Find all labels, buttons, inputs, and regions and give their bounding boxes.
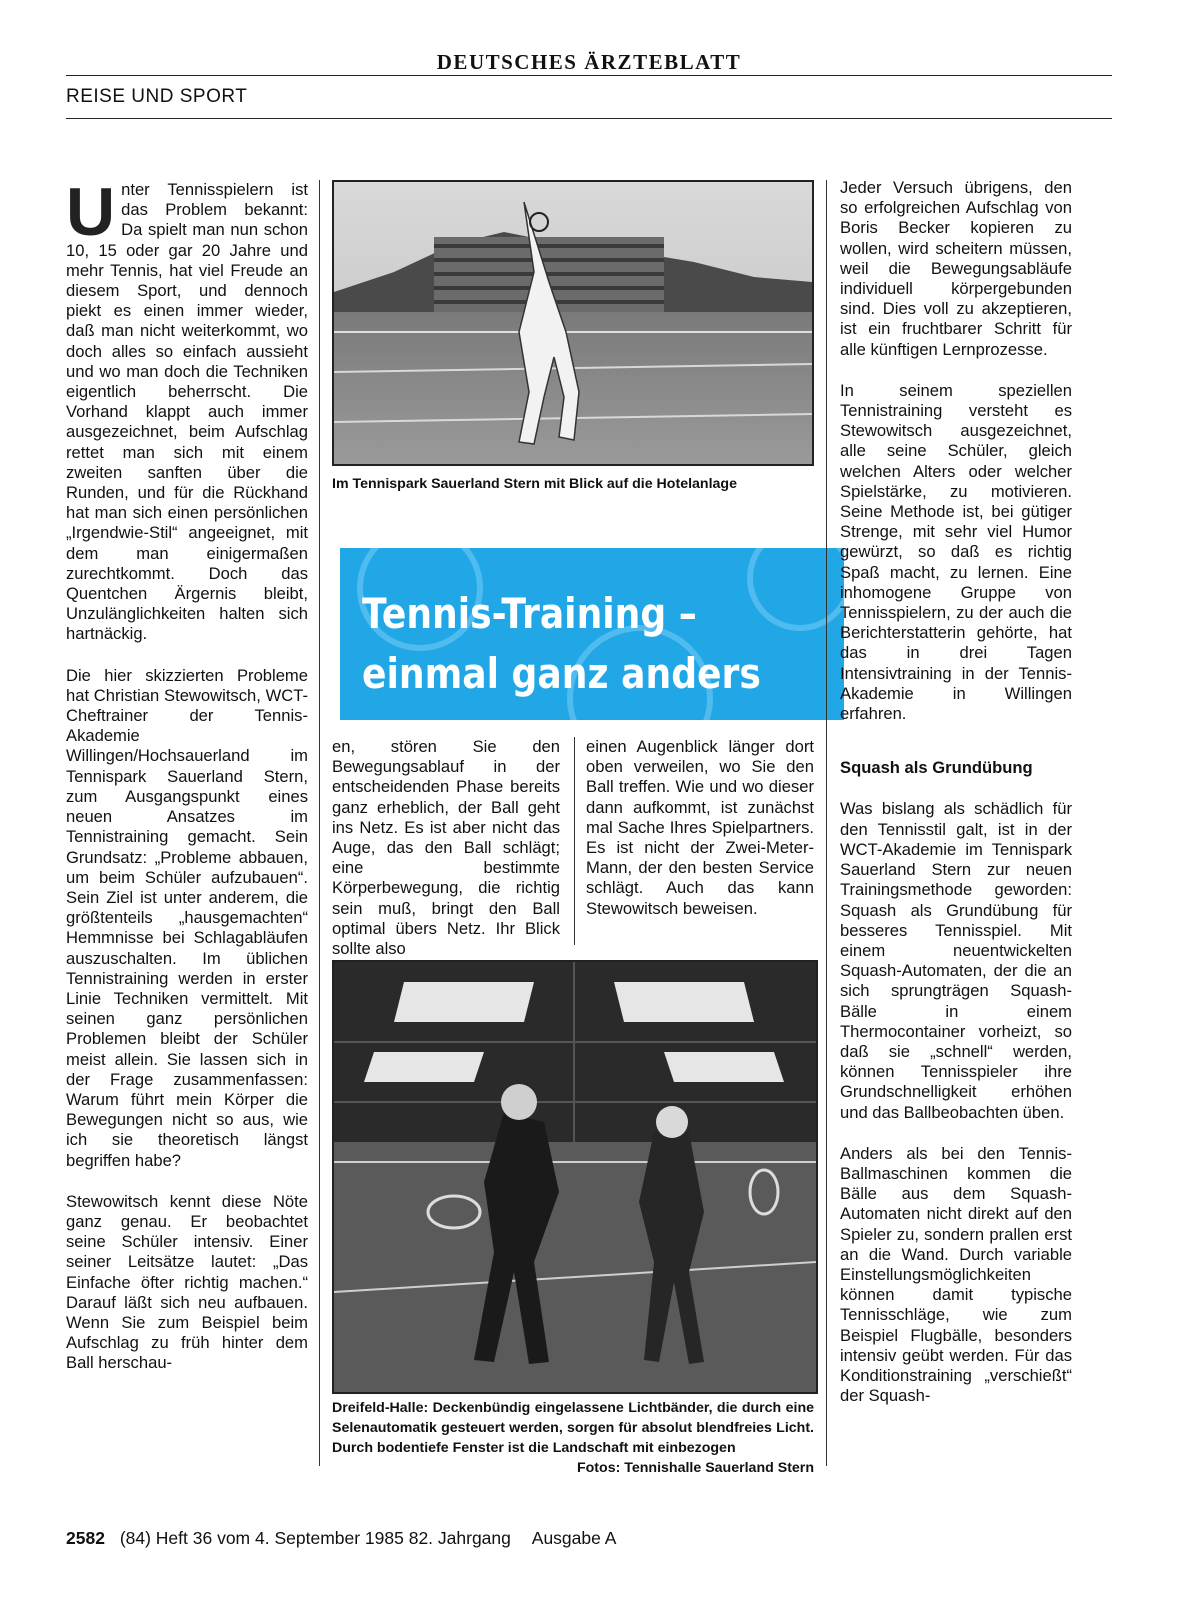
drop-cap: U xyxy=(66,174,116,250)
paragraph: Anders als bei den Tennis-Ballmaschinen kommen die Bälle aus dem Squash-Automaten nicht direkt auf den Spieler zu, sondern prallen erst an die Wand. Durch variable Einstellungsmöglichkeiten können damit typische Tennisschläge, wie zum Beispiel Flugbälle, besonders intensiv geübt werden. Für das Konditionstraining „verschießt“ der Squash- xyxy=(840,1143,1072,1406)
column-divider xyxy=(319,180,320,1466)
article-column-2b xyxy=(586,737,814,940)
paragraph: einen Augenblick länger dort oben verweilen, wo Sie den Ball treffen. Wie und wo dieser dann aufkommt, ist zunächst mal Sache Ihres Spielpartners. Es ist nicht der Zwei-Meter-Mann, der den besten Service schlägt. Auch das kann Stewowitsch beweisen. xyxy=(586,737,814,918)
article-column-2a xyxy=(332,737,560,980)
paragraph: In seinem speziellen Tennistraining versteht es Stewowitsch ausgezeichnet, alle seine Schüler, gleich welchen Alters oder welcher Spielstärke, zu motivieren. Seine Methode ist, bei gütiger Strenge, mit sehr viel Humor gewürzt, so daß es richtig Spaß macht, zu lernen. Eine inhomogene Gruppe von Tennisspielern, zu der auch die Berichterstatterin gehörte, hat das in drei Tagen Intensivtraining in der Tennis-Akademie in Willingen erfahren. xyxy=(840,380,1072,724)
section-rule xyxy=(66,118,1112,119)
paragraph: Stewowitsch kennt diese Nöte ganz genau. Er beobachtet seine Schüler intensiv. Einer seiner Leitsätze lautet: „Das Einfache öfter richtig machen.“ Darauf läßt sich neu aufbauen. Wenn Sie zum Beispiel beim Aufschlag zu früh hinter dem Ball herschau- xyxy=(66,1191,308,1373)
article-column-3 xyxy=(840,178,1072,1427)
tennis-hall-photo xyxy=(332,960,818,1394)
photo-caption-2: Dreifeld-Halle: Deckenbündig eingelassene Lichtbänder, die durch eine Selenautomatik gesteuert werden, sorgen für absolut blendfreies Licht. Durch bodentiefe Fenster ist die Landschaft mit einbezogen Fotos: Tennishalle Sauerland Stern xyxy=(332,1400,814,1476)
issue-details: (84) Heft 36 vom 4. September 1985 82. Jahrgang xyxy=(119,1528,511,1548)
article-title: Tennis-Training – einmal ganz anders xyxy=(362,589,761,698)
column-divider xyxy=(574,737,575,945)
page-footer xyxy=(66,1528,616,1549)
paragraph: Unter Tennisspielern ist das Problem bekannt: Da spielt man nun schon 10, 15 oder gar 20 Jahre und mehr Tennis, hat viel Freude an diesem Sport, und dennoch piekt es einen immer wieder, daß man nicht weiterkommt, wo doch alles so einfach aussieht und wo man doch die Techniken eigentlich beherrscht. Die Vorhand klappt auch immer ausgezeichnet, beim Aufschlag rettet man sich mit einem zweiten sanften über die Runden, und für die Rückhand hat man sich einen persönlichen „Irgendwie-Stil“ angeeignet, mit dem man einigermaßen zurechtkommt. Doch das Quentchen Ärgernis bleibt, Unzulänglichkeiten halten sich hartnäckig. xyxy=(66,174,308,644)
paragraph: Was bislang als schädlich für den Tennisstil galt, ist in der WCT-Akademie im Tennispark Sauerland Stern zur neuen Trainingsmethode geworden: Squash als Grundübung für besseres Tennisspiel. Mit einem neuentwickelten Squash-Automaten, der die an sich sprungträgen Squash-Bälle in einem Thermocontainer vorheizt, so daß sie „schnell“ werden, können Tennisspieler ihre Grundschnelligkeit erhöhen und das Ballbeobachten üben. xyxy=(840,799,1072,1122)
photo-credit: Fotos: Tennishalle Sauerland Stern xyxy=(576,1460,814,1476)
edition: Ausgabe A xyxy=(531,1528,617,1548)
photo-caption-1: Im Tennispark Sauerland Stern mit Blick auf die Hotelanlage xyxy=(332,476,737,492)
paragraph: Jeder Versuch übrigens, den so erfolgreichen Aufschlag von Boris Becker kopieren zu wollen, wird scheitern müssen, weil die Bewegungsabläufe individuell körpergebunden sind. Dies voll zu akzeptieren, ist ein fruchtbarer Schritt für alle künftigen Lernprozesse. xyxy=(840,178,1072,359)
subheading: Squash als Grundübung xyxy=(840,758,1033,778)
article-column-1 xyxy=(66,174,308,1395)
paragraph: en, stören Sie den Bewegungsablauf in der entscheidenden Phase bereits ganz erheblich, der Ball geht ins Netz. Es ist aber nicht das Auge, das den Ball schlägt; eine bestimmte Körperbewegung, die richtig sein muß, bringt den Ball optimal übers Netz. Ihr Blick sollte also xyxy=(332,737,560,959)
masthead: DEUTSCHES ÄRZTEBLATT xyxy=(436,50,742,74)
paragraph: Die hier skizzierten Probleme hat Christian Stewowitsch, WCT-Cheftrainer der Tennis-Akademie Willingen/Hochsauerland im Tennispark Sauerland Stern, zum Ausgangspunkt eines neuen Ansatzes im Tennistraining gemacht. Sein Grundsatz: „Probleme abbauen, um beim Schüler aufzubauen“. Sein Ziel ist unter anderem, die größtenteils „hausgemachten“ Hemmnisse bei Schlagabläufen auszuschalten. Im üblichen Tennistraining werden in erster Linie Techniken vermittelt. Mit seinen ganz persönlichen Problemen bleibt der Schüler meist allein. Sie lassen sich in der Frage zusammenfassen: Warum führt mein Körper die Bewegungen nicht so aus, wie ich sie theoretisch längst begriffen habe? xyxy=(66,665,308,1170)
tennis-outdoor-photo xyxy=(332,180,814,466)
section-title: REISE UND SPORT xyxy=(66,86,248,107)
masthead-rule xyxy=(66,75,1112,76)
column-divider xyxy=(826,180,827,1466)
page-number: 2582 xyxy=(66,1528,105,1548)
article-title-box xyxy=(340,548,844,720)
